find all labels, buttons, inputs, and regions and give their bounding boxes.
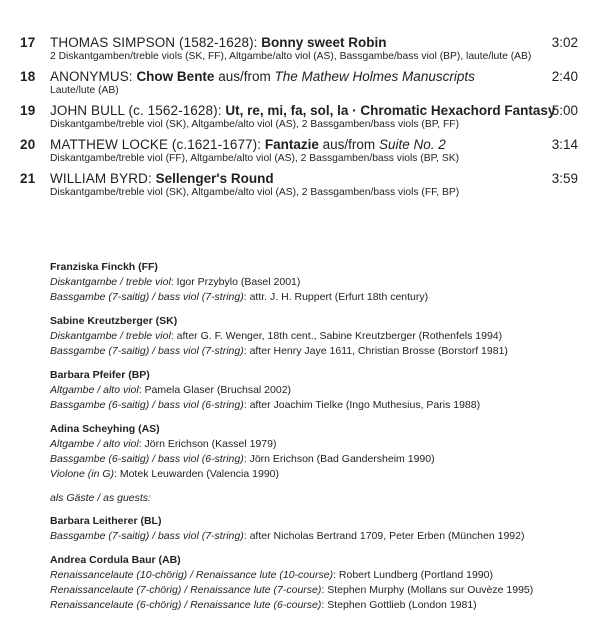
instrument-name: Bassgambe (6-saitig) / bass viol (6-string) <box>50 399 244 411</box>
player-entry <box>50 314 580 359</box>
instrument-name: Bassgambe (7-saitig) / bass viol (7-string) <box>50 291 244 303</box>
instrument-line <box>50 290 580 305</box>
instrument-line <box>50 344 580 359</box>
instrument-name: Violone (in G) <box>50 468 115 480</box>
track-duration: 5:00 <box>551 103 578 118</box>
instrument-line <box>50 275 580 290</box>
instrument-name: Bassgambe (6-saitig) / bass viol (6-string) <box>50 453 244 465</box>
track-heading <box>50 170 274 187</box>
instrument-name: Bassgambe (7-saitig) / bass viol (7-string) <box>50 345 244 357</box>
player-name: Barbara Leitherer (BL) <box>50 515 162 527</box>
track-instruments: Diskantgambe/treble viol (SK), Altgambe/alto viol (AS), 2 Bassgamben/bass viols (BP, FF) <box>50 119 459 130</box>
track-title: Bonny sweet Robin <box>261 35 387 50</box>
instrument-detail: : Jörn Erichson (Bad Gandersheim 1990) <box>243 453 435 465</box>
instrument-name: Diskantgambe / treble viol <box>50 330 171 342</box>
guests-label: als Gäste / as guests: <box>50 492 151 504</box>
instrument-line <box>50 437 580 452</box>
track-duration: 3:02 <box>551 35 578 50</box>
player-entry <box>50 553 580 613</box>
track-title: Ut, re, mi, fa, sol, la · Chromatic Hexachord Fantasy <box>225 103 556 118</box>
instrument-line <box>50 598 580 613</box>
track-source-prefix: aus/from <box>322 137 376 152</box>
guest-players <box>50 514 580 613</box>
track-row <box>0 68 598 102</box>
player-name: Adina Scheyhing (AS) <box>50 423 160 435</box>
track-duration: 3:14 <box>551 137 578 152</box>
track-source: The Mathew Holmes Manuscripts <box>274 69 475 84</box>
track-row <box>0 170 598 204</box>
track-number: 17 <box>20 35 36 50</box>
instrument-detail: : after Henry Jaye 1611, Christian Brosse (Borstorf 1981) <box>243 345 508 357</box>
ensemble-players <box>50 260 580 482</box>
instrument-detail: : Stephen Murphy (Mollans sur Ouvèze 1995) <box>321 584 534 596</box>
performer-list <box>50 260 580 622</box>
instrument-line <box>50 529 580 544</box>
track-heading <box>50 136 446 153</box>
instrument-detail: : Jörn Erichson (Kassel 1979) <box>138 438 277 450</box>
instrument-detail: : Motek Leuwarden (Valencia 1990) <box>114 468 280 480</box>
player-name: Andrea Cordula Baur (AB) <box>50 554 181 566</box>
player-entry <box>50 422 580 482</box>
player-entry <box>50 514 580 544</box>
instrument-detail: : Robert Lundberg (Portland 1990) <box>333 569 493 581</box>
track-title: Sellenger's Round <box>155 171 274 186</box>
track-duration: 3:59 <box>551 171 578 186</box>
instrument-name: Diskantgambe / treble viol <box>50 276 171 288</box>
instrument-name: Renaissancelaute (6-chörig) / Renaissance lute (6-course) <box>50 599 322 611</box>
track-heading <box>50 34 387 51</box>
instrument-detail: : Igor Przybylo (Basel 2001) <box>170 276 301 288</box>
track-composer: THOMAS SIMPSON (1582-1628): <box>50 35 258 50</box>
track-heading <box>50 68 475 85</box>
track-instruments: Laute/lute (AB) <box>50 85 119 96</box>
instrument-detail: : Stephen Gottlieb (London 1981) <box>321 599 477 611</box>
instrument-line <box>50 398 580 413</box>
instrument-line <box>50 583 580 598</box>
instrument-detail: : after G. F. Wenger, 18th cent., Sabine Kreutzberger (Rothenfels 1994) <box>170 330 503 342</box>
player-name: Franziska Finckh (FF) <box>50 261 158 273</box>
track-number: 20 <box>20 137 36 152</box>
instrument-name: Altgambe / alto viol <box>50 438 139 450</box>
track-row <box>0 34 598 68</box>
track-duration: 2:40 <box>551 69 578 84</box>
player-name: Barbara Pfeifer (BP) <box>50 369 150 381</box>
instrument-detail: : after Nicholas Bertrand 1709, Peter Erben (München 1992) <box>243 530 525 542</box>
player-entry <box>50 368 580 413</box>
instrument-name: Altgambe / alto viol <box>50 384 139 396</box>
track-source-prefix: aus/from <box>218 69 271 84</box>
instrument-detail: : Pamela Glaser (Bruchsal 2002) <box>138 384 292 396</box>
track-source: Suite No. 2 <box>378 137 446 152</box>
instrument-line <box>50 568 580 583</box>
track-instruments: 2 Diskantgamben/treble viols (SK, FF), Altgambe/alto viol (AS), Bassgambe/bass viol (BP), laute/lute (AB) <box>50 51 532 62</box>
instrument-name: Bassgambe (7-saitig) / bass viol (7-string) <box>50 530 244 542</box>
track-number: 18 <box>20 69 36 84</box>
instrument-name: Renaissancelaute (10-chörig) / Renaissance lute (10-course) <box>50 569 334 581</box>
track-composer: ANONYMUS: <box>50 69 133 84</box>
track-instruments: Diskantgambe/treble viol (SK), Altgambe/alto viol (AS), 2 Bassgamben/bass viols (FF, BP) <box>50 187 460 198</box>
track-composer: JOHN BULL (c. 1562-1628): <box>50 103 222 118</box>
instrument-detail: : attr. J. H. Ruppert (Erfurt 18th century) <box>243 291 429 303</box>
instrument-name: Renaissancelaute (7-chörig) / Renaissance lute (7-course) <box>50 584 322 596</box>
player-name: Sabine Kreutzberger (SK) <box>50 315 178 327</box>
track-row <box>0 102 598 136</box>
track-row <box>0 136 598 170</box>
track-title: Chow Bente <box>136 69 215 84</box>
track-number: 21 <box>20 171 36 186</box>
player-entry <box>50 260 580 305</box>
instrument-detail: : after Joachim Tielke (Ingo Muthesius, Paris 1988) <box>243 399 481 411</box>
instrument-line <box>50 467 580 482</box>
track-instruments: Diskantgambe/treble viol (FF), Altgambe/alto viol (AS), 2 Bassgamben/bass viols (BP, SK) <box>50 153 459 164</box>
track-heading <box>50 102 555 119</box>
track-number: 19 <box>20 103 36 118</box>
instrument-line <box>50 383 580 398</box>
instrument-line <box>50 329 580 344</box>
track-title: Fantazie <box>264 137 319 152</box>
track-list <box>0 34 598 204</box>
track-composer: WILLIAM BYRD: <box>50 171 152 186</box>
track-composer: MATTHEW LOCKE (c.1621-1677): <box>50 137 262 152</box>
instrument-line <box>50 452 580 467</box>
